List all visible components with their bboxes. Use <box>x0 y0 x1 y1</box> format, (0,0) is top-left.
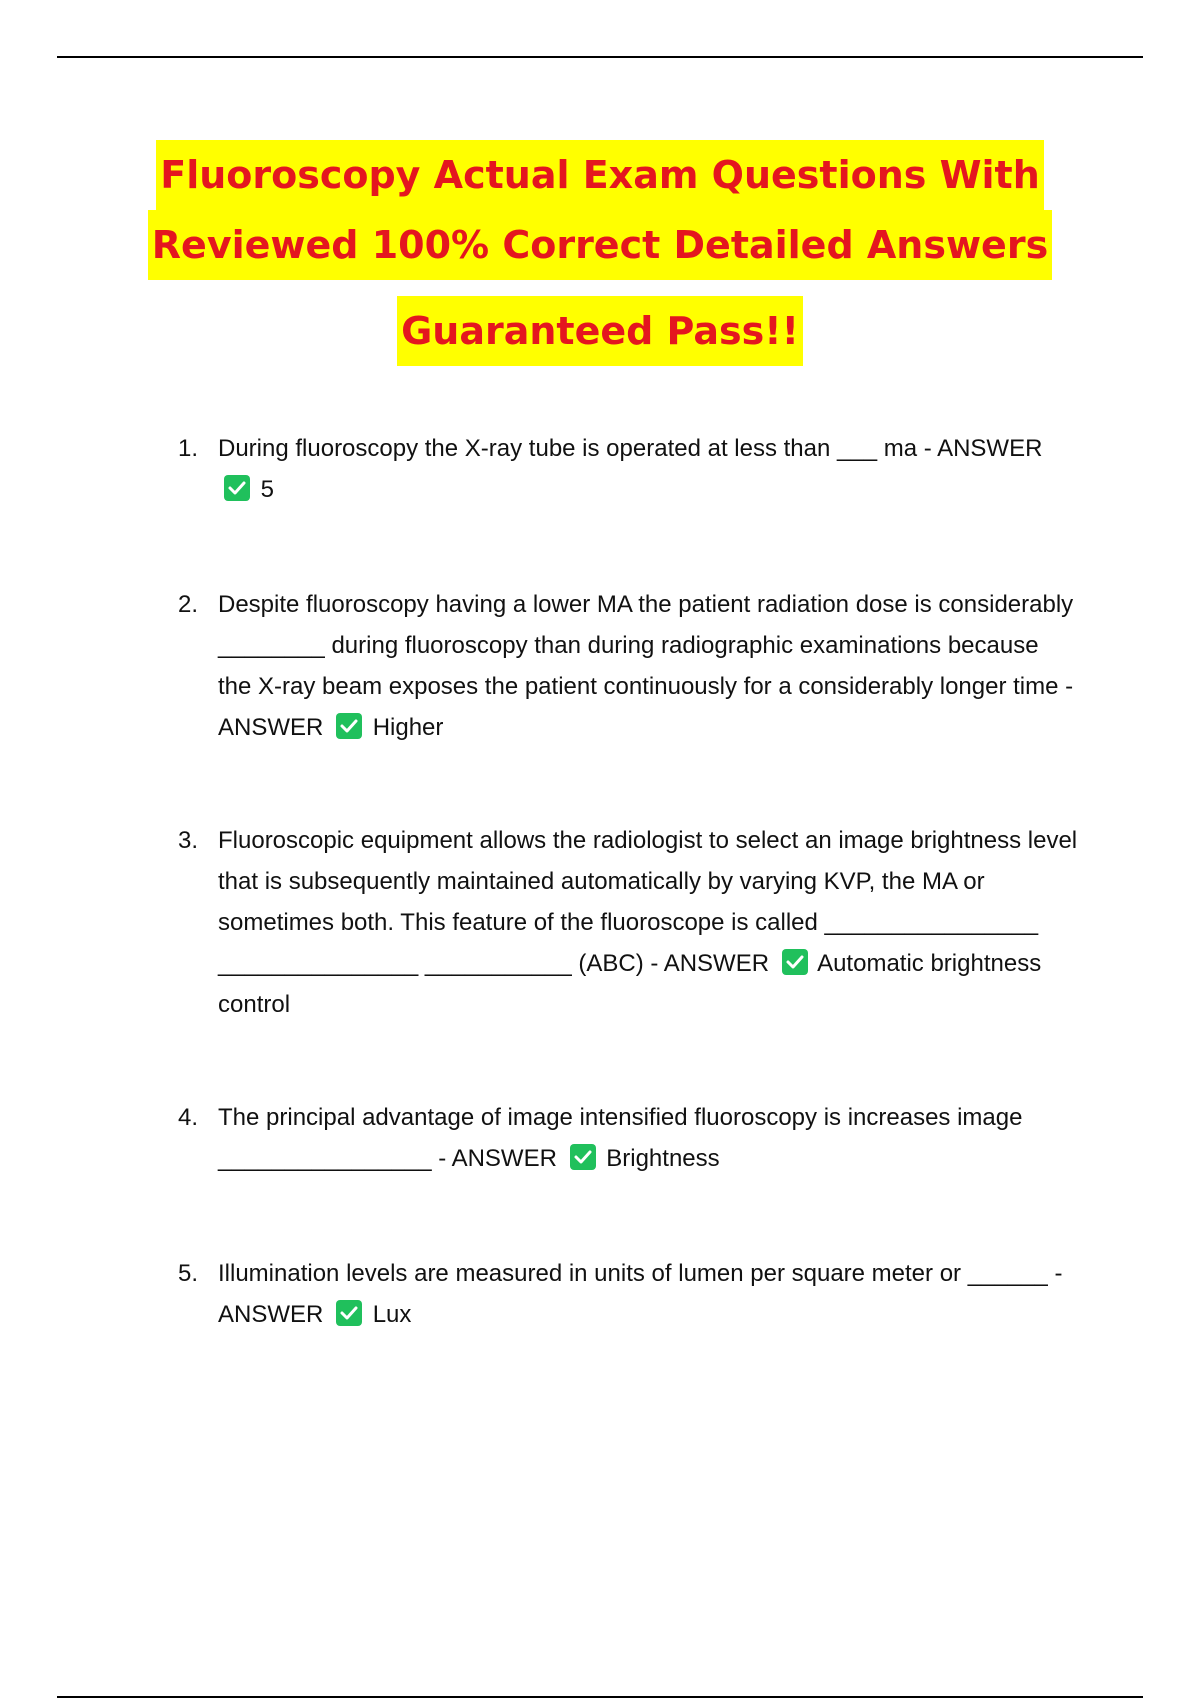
question-item-5 <box>178 1253 1078 1335</box>
check-mark-icon <box>782 949 808 975</box>
question-item-1 <box>178 428 1078 510</box>
title-line-2: Reviewed 100% Correct Detailed Answers <box>148 210 1052 280</box>
question-number: 5. <box>178 1260 199 1287</box>
question-text: Despite fluoroscopy having a lower MA the patient radiation dose is considerably ________ during fluoroscopy than during radiographic examinations because the X-ray beam exposes the patient continuously for a considerably longer time - ANSWER <box>218 591 1074 741</box>
question-item-4 <box>178 1097 1078 1179</box>
question-number: 2. <box>178 591 199 618</box>
question-text: Fluoroscopic equipment allows the radiologist to select an image brightness level that is subsequently maintained automatically by varying KVP, the MA or sometimes both. This feature of the fluoroscope is called ________________ _______________ ___________ (ABC) - ANSWER <box>218 827 1078 977</box>
check-mark-icon <box>570 1144 596 1170</box>
answer-text: Higher <box>372 714 444 741</box>
question-number: 4. <box>178 1104 199 1131</box>
check-mark-icon <box>336 713 362 739</box>
answer-text: 5 <box>260 476 275 503</box>
question-text: Illumination levels are measured in units of lumen per square meter or ______ - ANSWER <box>218 1260 1063 1328</box>
document-title <box>0 140 1200 366</box>
answer-text: Brightness <box>606 1145 720 1172</box>
answer-text: Lux <box>372 1301 412 1328</box>
title-line-1: Fluoroscopy Actual Exam Questions With <box>156 140 1044 210</box>
question-item-2 <box>178 584 1078 748</box>
question-number: 1. <box>178 435 199 462</box>
question-item-3 <box>178 820 1078 1025</box>
bottom-rule <box>57 1696 1143 1698</box>
question-text: The principal advantage of image intensified fluoroscopy is increases image ________________ - ANSWER <box>218 1104 1023 1172</box>
question-number: 3. <box>178 827 199 854</box>
top-rule <box>57 56 1143 58</box>
title-line-3: Guaranteed Pass!! <box>397 296 803 366</box>
question-text: During fluoroscopy the X-ray tube is operated at less than ___ ma - ANSWER <box>218 435 1043 462</box>
check-mark-icon <box>224 475 250 501</box>
answer-text: Automatic brightness control <box>218 950 1042 1018</box>
check-mark-icon <box>336 1300 362 1326</box>
